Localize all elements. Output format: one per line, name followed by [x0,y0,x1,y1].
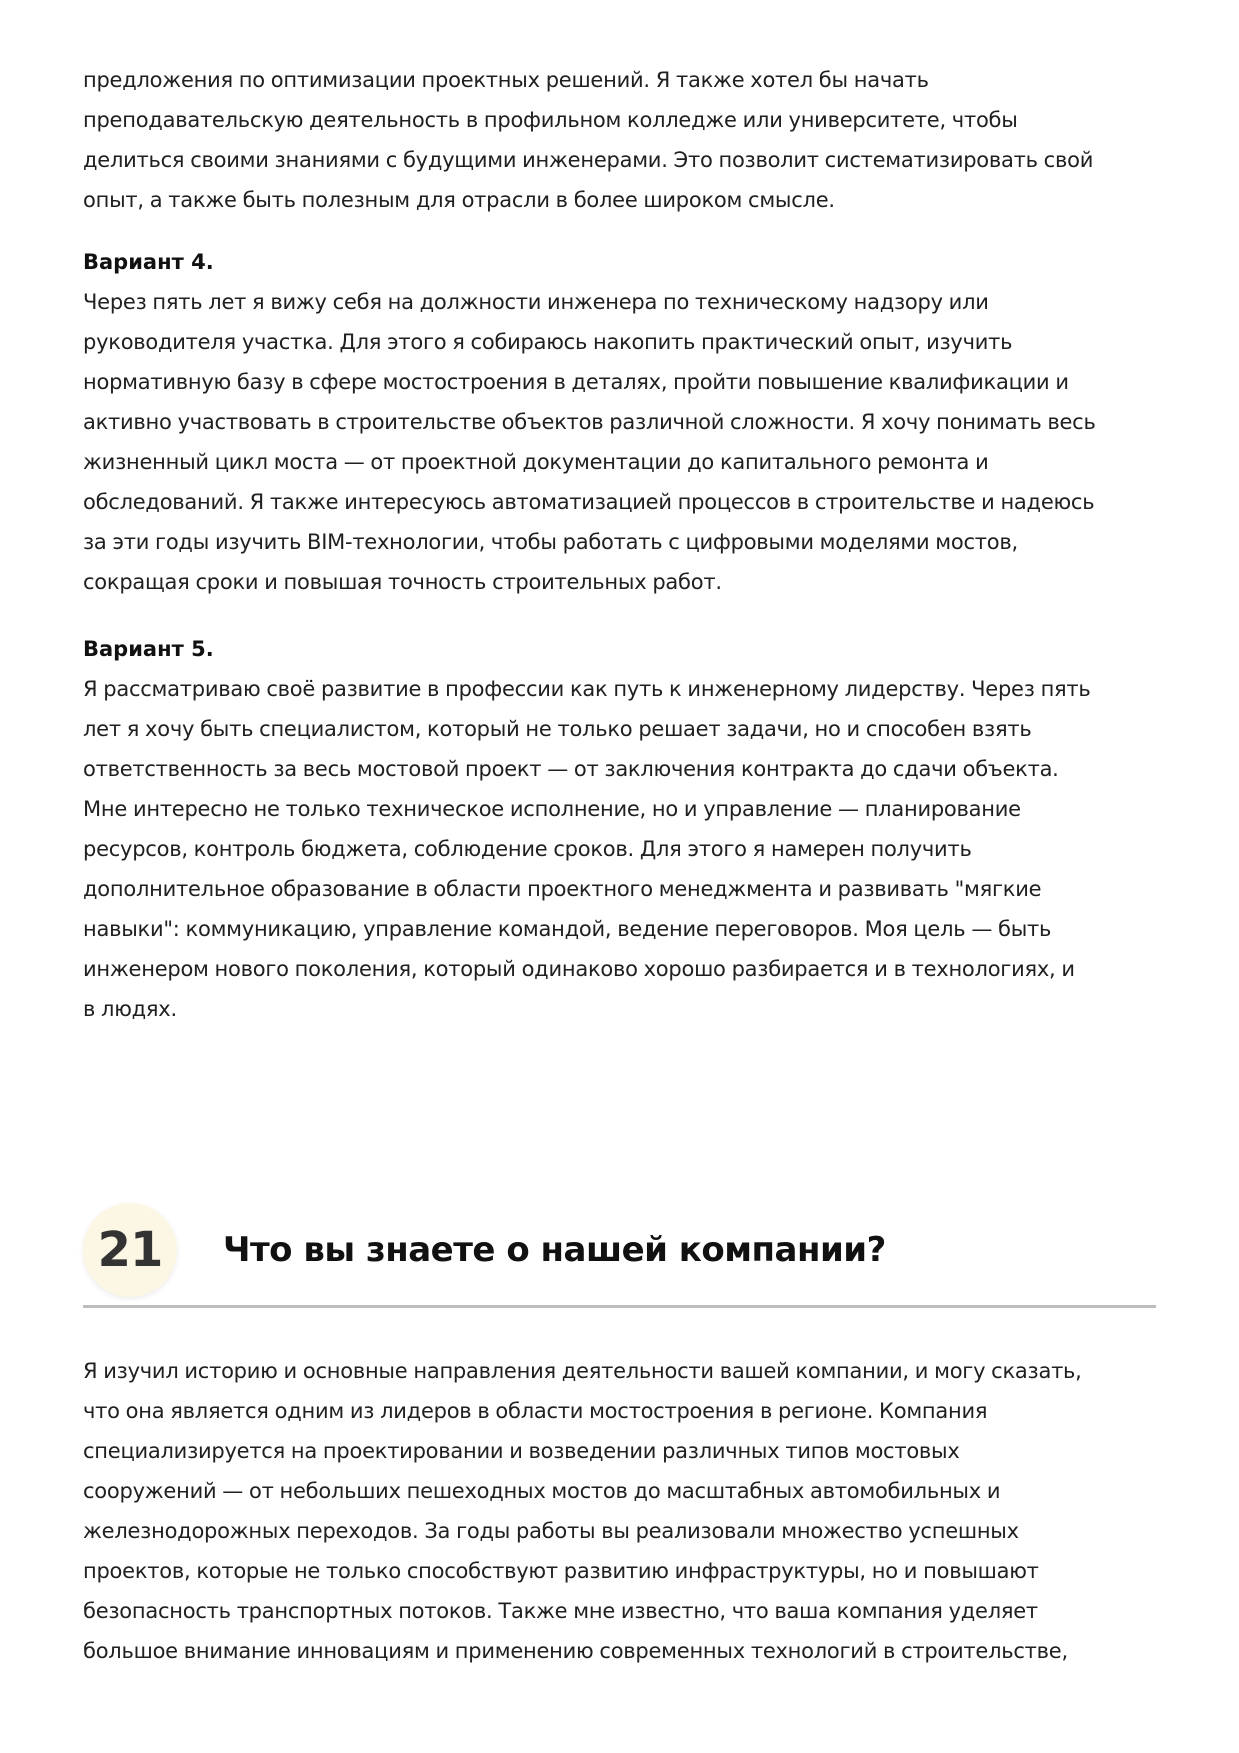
text-line: навыки": коммуникацию, управление командой, ведение переговоров. Моя цель — быть [83,917,1052,941]
text-line: Я изучил историю и основные направления деятельности вашей компании, и могу сказать, [83,1359,1082,1383]
text-line: что она является одним из лидеров в области мостостроения в регионе. Компания [83,1399,988,1423]
text-line: проектов, которые не только способствуют развитию инфраструктуры, но и повышают [83,1559,1039,1583]
variant-4-paragraph [83,282,1163,602]
text-line: руководителя участка. Для этого я собираюсь накопить практический опыт, изучить [83,330,1013,354]
variant-4-title: Вариант 4. [83,250,214,274]
text-line: Я рассматриваю своё развитие в профессии как путь к инженерному лидерству. Через пять [83,677,1091,701]
text-line: инженером нового поколения, который одинаково хорошо разбирается и в технологиях, и [83,957,1075,981]
text-line: Через пять лет я вижу себя на должности инженера по техническому надзору или [83,290,989,314]
text-line: сокращая сроки и повышая точность строительных работ. [83,570,722,594]
text-line: большое внимание инновациям и применению современных технологий в строительстве, [83,1639,1068,1663]
text-line: дополнительное образование в области проектного менеджмента и развивать "мягкие [83,877,1042,901]
text-line: специализируется на проектировании и возведении различных типов мостовых [83,1439,960,1463]
section-answer-paragraph [83,1351,1163,1671]
section-number-badge: 21 [83,1203,177,1297]
text-line: лет я хочу быть специалистом, который не только решает задачи, но и способен взять [83,717,1032,741]
text-line: жизненный цикл моста — от проектной документации до капитального ремонта и [83,450,989,474]
text-line: сооружений — от небольших пешеходных мостов до масштабных автомобильных и [83,1479,1001,1503]
text-line: ресурсов, контроль бюджета, соблюдение сроков. Для этого я намерен получить [83,837,972,861]
text-line: ответственность за весь мостовой проект — от заключения контракта до сдачи объекта. [83,757,1059,781]
text-line: делиться своими знаниями с будущими инженерами. Это позволит систематизировать свой [83,148,1094,172]
text-line: за эти годы изучить BIM-технологии, чтобы работать с цифровыми моделями мостов, [83,530,1018,554]
text-line: нормативную базу в сфере мостостроения в деталях, пройти повышение квалификации и [83,370,1069,394]
section-header [83,1203,1156,1309]
text-line: Мне интересно не только техническое исполнение, но и управление — планирование [83,797,1021,821]
text-line: преподавательскую деятельность в профильном колледже или университете, чтобы [83,108,1018,132]
text-line: обследований. Я также интересуюсь автоматизацией процессов в строительстве и надеюсь [83,490,1095,514]
text-line: опыт, а также быть полезным для отрасли в более широком смысле. [83,188,835,212]
text-line: активно участвовать в строительстве объектов различной сложности. Я хочу понимать весь [83,410,1096,434]
intro-paragraph [83,60,1163,220]
text-line: безопасность транспортных потоков. Также мне известно, что ваша компания уделяет [83,1599,1038,1623]
text-line: предложения по оптимизации проектных решений. Я также хотел бы начать [83,68,929,92]
text-line: в людях. [83,997,177,1021]
section-divider [83,1305,1156,1308]
text-line: железнодорожных переходов. За годы работы вы реализовали множество успешных [83,1519,1019,1543]
variant-5-paragraph [83,669,1163,1029]
section-title: Что вы знаете о нашей компании? [223,1230,886,1270]
variant-5-title: Вариант 5. [83,637,214,661]
